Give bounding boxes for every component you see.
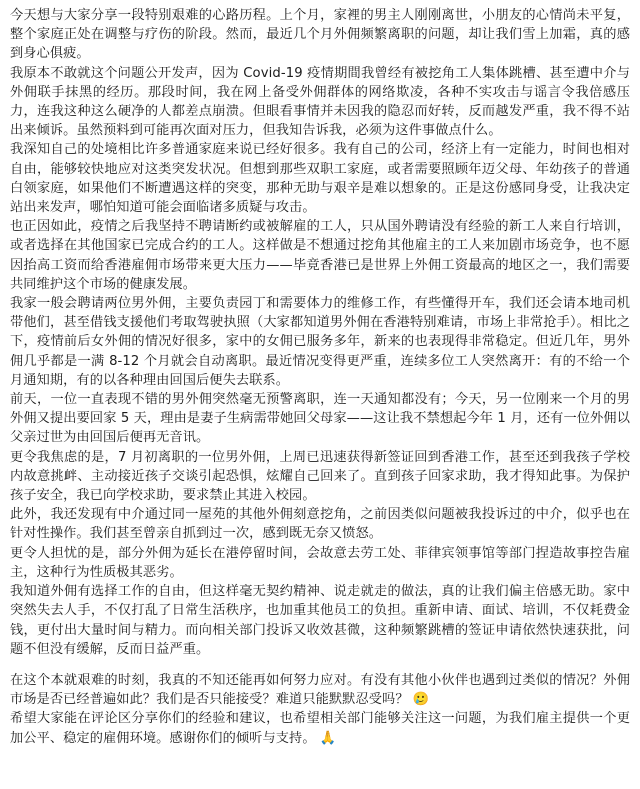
paragraph-situation: 我深知自己的处境相比许多普通家庭来说已经好很多。我有自己的公司，经济上有一定能力，时间也相对自由，能够较快地应对这类突发状况。但想到那些双职工家庭，或者需要照顾年迈父母、年幼孩子的普通白领家庭，如果他们不断遭遇这样的突变，那种无助与艰辛是难以想象的。正是这份感同身受，让我决定站出来发声，哪怕知道可能会面临诸多质疑与攻击。 — [10, 142, 630, 216]
paragraph-question: 在这个本就艰难的时刻，我真的不知还能再如何努力应对。有没有其他小伙伴也遇到过类似的情况？外佣市场是否已经普遍如此？我们是否只能接受？难道只能默默忍受吗？ 🥲 — [10, 672, 630, 708]
paragraph-school-incident: 更令我焦虑的是，7 月初离职的一位男外佣，上周已迅速获得新签证回到香港工作，甚至还到我孩子学校内故意挑衅、主动接近孩子交谈引起恐惧，炫耀自己回来了。直到孩子回家求助，我才得知此事。为保护孩子安全，我已向学校求助，要求禁止其进入校园。 — [10, 449, 630, 504]
paragraph-intro: 今天想与大家分享一段特别艰难的心路历程。上个月，家裡的男主人刚刚离世，小朋友的心情尚未平复，整个家庭正处在调整与疗伤的阶段。然而，最近几个月外佣频繁离职的问题，却让我们雪上加霜，真的感到身心俱疲。 — [10, 8, 630, 62]
paragraph-call-to-action: 希望大家能在评论区分享你们的经验和建议，也希望相关部门能够关注这一问题，为我们雇主提供一个更加公平、稳定的雇佣环境。感谢你们的倾听与支持。 🙏 — [10, 711, 630, 746]
paragraph-impact: 我知道外佣有选择工作的自由，但这样毫无契约精神、说走就走的做法，真的让我们偏主倍感无助。家中突然失去人手，不仅打乱了日常生活秩序，也加重其他员工的负担。重新申请、面试、培训，不仅耗费金钱，更付出大量时间与精力。而向相关部门投诉又收效甚微，这种频繁跳槽的签证申请依然快速获批，问题不但没有缓解，反而日益严重。 — [10, 584, 630, 657]
paragraph-spacer — [10, 659, 630, 671]
paragraph-agency-poaching: 此外，我还发现有中介通过同一屋苑的其他外佣刻意挖角，之前因类似问题被我投诉过的中介，似乎也在针对性操作。我们甚至曾亲自抓到过一次，感到既无奈又愤怒。 — [10, 507, 630, 542]
paragraph-false-complaints: 更令人担忧的是，部分外佣为延长在港停留时间，会故意去劳工处、菲律宾领事馆等部门捏造故事控告雇主，这种行为性质极其恶劣。 — [10, 545, 630, 580]
paragraph-background: 我原本不敢就这个问题公开发声，因为 Covid-19 疫情期間我曾经有被挖角工人集体跳槽、甚至遭中介与外佣联手抹黑的经历。那段时间，我在网上备受外佣群体的网络欺凌，各种不实攻击与谣言令我倍感压力，连我这种这么硬净的人都差点崩溃。但眼看事情并未因我的隐忍而好转，反而越发严重，我不得不站出来倾诉。虽然预料到可能再次面对压力，但我知告诉我，必须为这件事做点什么。 — [10, 65, 630, 139]
paragraph-recent-events: 前天，一位一直表现不错的男外佣突然毫无预警离职，连一天通知都没有；今天，另一位刚来一个月的男外佣又提出要回家 5 天，理由是妻子生病需带她回父母家——这让我不禁想起今年 1 月，还有一位外佣以父亲过世为由回国后便再无音讯。 — [10, 392, 630, 446]
paragraph-household-staff: 我家一般会聘请两位男外佣，主要负责园丁和需要体力的维修工作，有些懂得开车，我们还会请本地司机带他们，甚至借钱支援他们考取驾驶执照（大家都知道男外佣在香港特别难请，市场上非常抢手）。相比之下，疫情前后女外佣的情况好很多，家中的女佣已服务多年，新来的也表现得非常稳定。但近几年，男外佣几乎都是一满 8-12 个月就会自动离职。最近情况变得更严重，连续多位工人突然离开：有的不给一个月通知期，有的以各种理由回国后便失去联系。 — [10, 296, 630, 388]
paragraph-hiring-policy: 也正因如此，疫情之后我坚持不聘请断约或被解雇的工人，只从国外聘请没有经验的新工人来自行培训，或者选择在其他国家已完成合约的工人。这样做是不想通过挖角其他雇主的工人来加剧市场竞争，也不愿因抬高工资而给香港雇佣市场带来更大压力——毕竟香港已是世界上外佣工资最高的地区之一，我们需要共同维护这个市场的健康发展。 — [10, 219, 630, 292]
